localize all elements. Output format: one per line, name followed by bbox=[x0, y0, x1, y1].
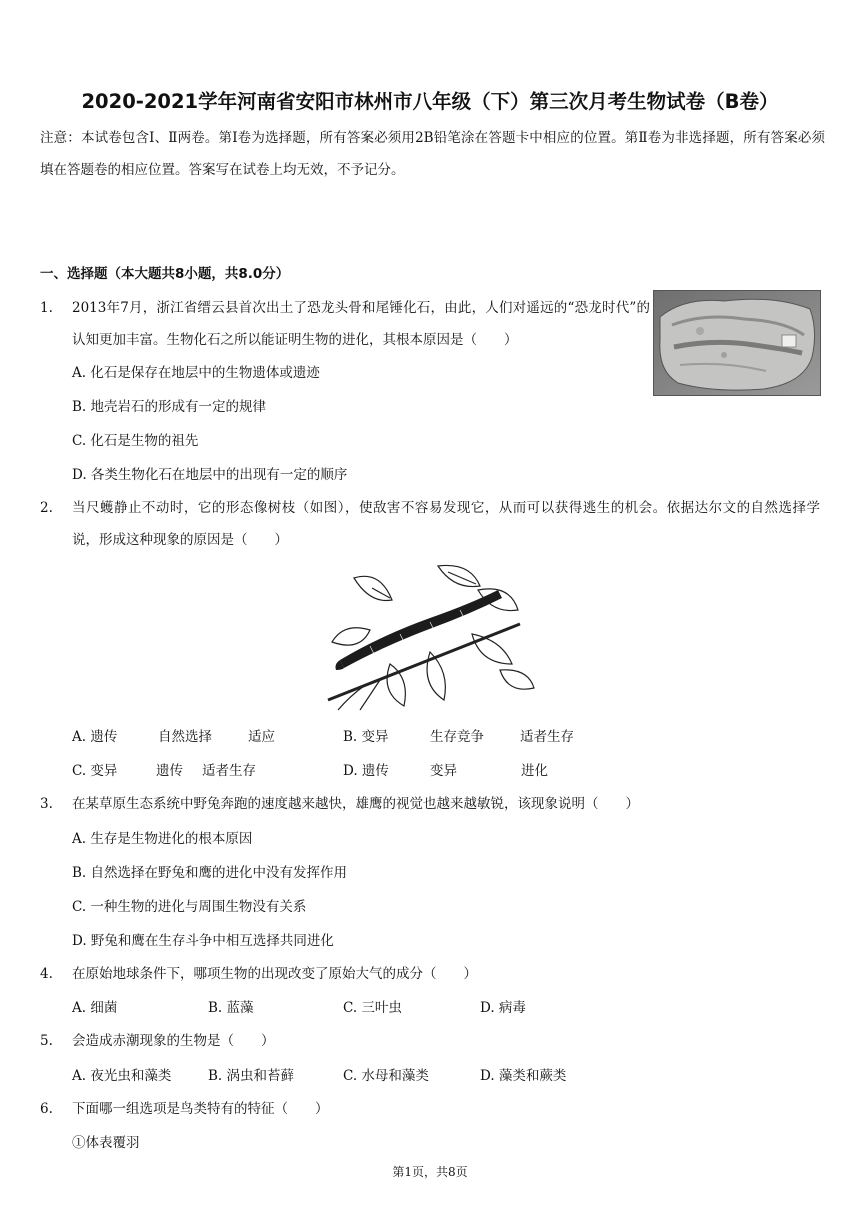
option-c-text: C. 水母和藻类 bbox=[343, 1068, 429, 1084]
option-text: B. 自然选择在野兔和鹰的进化中没有发挥作用 bbox=[72, 865, 348, 881]
option-b-text: 适者生存 bbox=[520, 729, 574, 745]
question-number: 5. bbox=[40, 1033, 53, 1049]
option-text: D. 野兔和鹰在生存斗争中相互选择共同进化 bbox=[72, 933, 334, 949]
option-text: ①体表覆羽 bbox=[72, 1135, 140, 1151]
question-number: 2. bbox=[40, 500, 53, 516]
dinosaur-fossil-image bbox=[653, 290, 821, 396]
option-d-text: D. 遗传 bbox=[343, 763, 389, 779]
section-title: 一、选择题（本大题共8小题，共8.0分） bbox=[40, 266, 290, 282]
question-stem: 下面哪一组选项是鸟类特有的特征（ ） bbox=[72, 1101, 329, 1117]
option-text: B. 地壳岩石的形成有一定的规律 bbox=[72, 399, 267, 415]
option-a-text: A. 遗传 bbox=[72, 729, 118, 745]
page-footer: 第1页，共8页 bbox=[392, 1165, 468, 1179]
option-a-text: 自然选择 bbox=[158, 729, 212, 745]
question-number: 1. bbox=[40, 300, 53, 316]
option-text: A. 化石是保存在地层中的生物遗体或遗迹 bbox=[72, 365, 320, 381]
inchworm-on-branch-image bbox=[320, 560, 538, 712]
question-2 bbox=[40, 492, 820, 556]
question-6 bbox=[40, 1093, 820, 1125]
question-stem: 2013年7月，浙江省缙云县首次出土了恐龙头骨和尾锤化石，由此，人们对遥远的“恐龙时代”的认知更加丰富。生物化石之所以能证明生物的进化，其根本原因是（ ） bbox=[72, 300, 650, 348]
option-a-text: 适应 bbox=[248, 729, 275, 745]
question-5 bbox=[40, 1025, 820, 1057]
question-number: 3. bbox=[40, 796, 53, 812]
option-d-text: D. 藻类和蕨类 bbox=[480, 1068, 567, 1084]
option-d-text: 变异 bbox=[430, 763, 457, 779]
option-b-text: B. 变异 bbox=[343, 729, 389, 745]
exam-notice: 注意：本试卷包含Ⅰ、Ⅱ两卷。第Ⅰ卷为选择题，所有答案必须用2B铅笔涂在答题卡中相应的位置。第Ⅱ卷为非选择题，所有答案必须填在答题卷的相应位置。答案写在试卷上均无效，不予记分。 bbox=[40, 130, 825, 178]
question-1 bbox=[40, 292, 650, 356]
option-c-text: C. 三叶虫 bbox=[343, 1000, 402, 1016]
option-d-text: 进化 bbox=[521, 763, 548, 779]
option-a-text: A. 夜光虫和藻类 bbox=[72, 1068, 172, 1084]
option-text: C. 一种生物的进化与周围生物没有关系 bbox=[72, 899, 307, 915]
question-3 bbox=[40, 788, 820, 820]
option-text: D. 各类生物化石在地层中的出现有一定的顺序 bbox=[72, 467, 348, 483]
question-stem: 当尺蠖静止不动时，它的形态像树枝（如图），使敌害不容易发现它，从而可以获得逃生的机会。依据达尔文的自然选择学说，形成这种现象的原因是（ ） bbox=[72, 500, 820, 548]
question-number: 6. bbox=[40, 1101, 53, 1117]
option-text: C. 化石是生物的祖先 bbox=[72, 433, 199, 449]
option-c-text: C. 变异 bbox=[72, 763, 118, 779]
option-c-text: 适者生存 bbox=[202, 763, 256, 779]
question-stem: 在原始地球条件下，哪项生物的出现改变了原始大气的成分（ ） bbox=[72, 966, 477, 982]
option-a-text: A. 细菌 bbox=[72, 1000, 118, 1016]
page-title: 2020-2021学年河南省安阳市林州市八年级（下）第三次月考生物试卷（B卷） bbox=[81, 90, 779, 113]
option-b-text: 生存竞争 bbox=[430, 729, 484, 745]
question-stem: 会造成赤潮现象的生物是（ ） bbox=[72, 1033, 275, 1049]
question-stem: 在某草原生态系统中野兔奔跑的速度越来越快，雄鹰的视觉也越来越敏锐，该现象说明（ ） bbox=[72, 796, 639, 812]
option-d-text: D. 病毒 bbox=[480, 1000, 526, 1016]
option-b-text: B. 涡虫和苔藓 bbox=[208, 1068, 295, 1084]
option-c-text: 遗传 bbox=[156, 763, 183, 779]
question-4 bbox=[40, 958, 820, 990]
question-number: 4. bbox=[40, 966, 53, 982]
option-b-text: B. 蓝藻 bbox=[208, 1000, 254, 1016]
option-text: A. 生存是生物进化的根本原因 bbox=[72, 831, 253, 847]
